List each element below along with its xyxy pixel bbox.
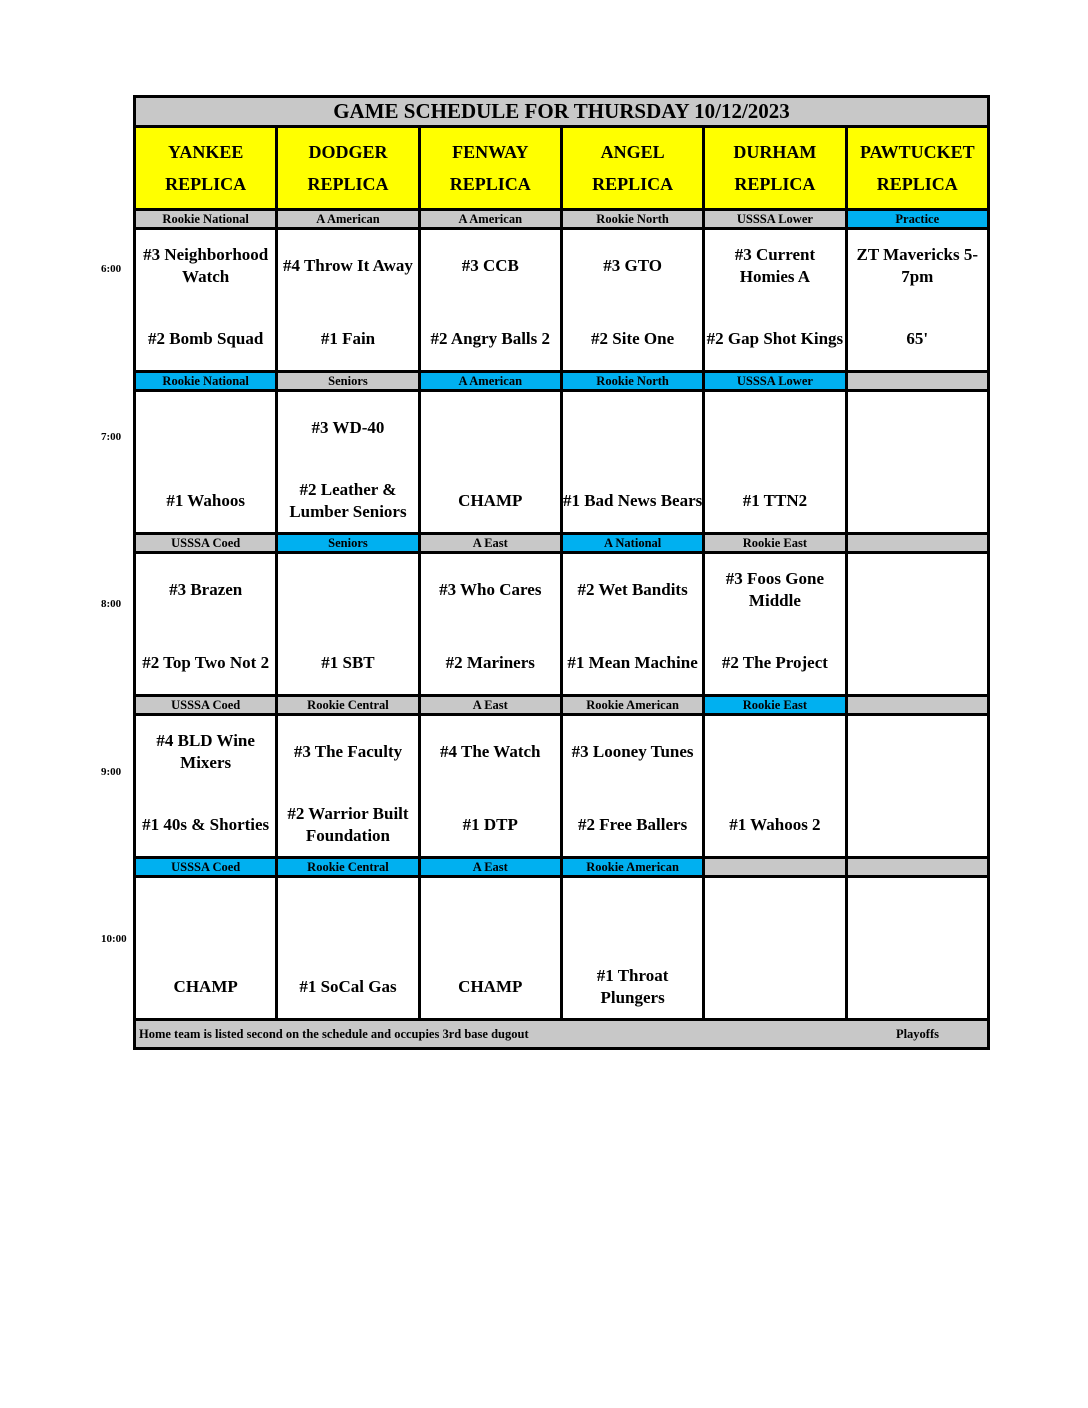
footer-note: Home team is listed second on the schedule and occupies 3rd base dugout bbox=[139, 1026, 529, 1041]
home-team: #1 Wahoos bbox=[166, 491, 245, 510]
away-team bbox=[278, 886, 417, 942]
away-team bbox=[848, 886, 987, 942]
game-cell bbox=[277, 877, 419, 1020]
home-team: #1 DTP bbox=[462, 815, 518, 834]
league-label: A East bbox=[419, 534, 561, 553]
field-header bbox=[135, 127, 277, 210]
game-cell bbox=[135, 715, 277, 858]
league-label: Rookie North bbox=[561, 210, 703, 229]
footer-cell bbox=[135, 1020, 989, 1049]
field-subtitle: REPLICA bbox=[876, 174, 958, 194]
game-cell bbox=[135, 391, 277, 534]
league-label: Practice bbox=[846, 210, 988, 229]
league-label bbox=[704, 858, 846, 877]
game-cell bbox=[277, 391, 419, 534]
away-team: #3 Neighborhood Watch bbox=[143, 245, 269, 286]
home-team bbox=[848, 797, 987, 853]
league-label: A American bbox=[277, 210, 419, 229]
league-label: USSSA Lower bbox=[704, 210, 846, 229]
league-label: USSSA Lower bbox=[704, 372, 846, 391]
game-cell bbox=[135, 553, 277, 696]
time-label: 6:00 bbox=[101, 263, 122, 275]
league-label: A American bbox=[419, 210, 561, 229]
home-team: #2 Top Two Not 2 bbox=[142, 653, 270, 672]
league-label bbox=[846, 372, 988, 391]
league-label: Rookie East bbox=[704, 696, 846, 715]
away-team: #3 Looney Tunes bbox=[571, 742, 694, 761]
league-row bbox=[135, 534, 989, 553]
league-label: Rookie National bbox=[135, 210, 277, 229]
home-team bbox=[705, 959, 844, 1015]
home-team: #1 40s & Shorties bbox=[142, 815, 270, 834]
home-team: #1 SoCal Gas bbox=[299, 977, 397, 996]
away-team bbox=[705, 886, 844, 942]
field-name: DODGER bbox=[308, 142, 388, 162]
game-cell bbox=[561, 553, 703, 696]
game-cell bbox=[277, 715, 419, 858]
game-cell bbox=[135, 877, 277, 1020]
game-cell bbox=[704, 715, 846, 858]
away-team: #3 GTO bbox=[603, 256, 662, 275]
page-title: GAME SCHEDULE FOR THURSDAY 10/12/2023 bbox=[135, 97, 989, 127]
away-team bbox=[848, 562, 987, 618]
away-team: ZT Mavericks 5-7pm bbox=[856, 245, 979, 286]
away-team bbox=[848, 400, 987, 456]
league-label: A East bbox=[419, 696, 561, 715]
away-team bbox=[421, 400, 560, 456]
home-team: #2 Mariners bbox=[445, 653, 535, 672]
away-team: #4 Throw It Away bbox=[283, 256, 413, 275]
league-label: A American bbox=[419, 372, 561, 391]
home-team: #2 Site One bbox=[591, 329, 675, 348]
league-label bbox=[846, 858, 988, 877]
league-label: Rookie East bbox=[704, 534, 846, 553]
away-team: #3 Brazen bbox=[169, 580, 243, 599]
league-label: Rookie American bbox=[561, 696, 703, 715]
field-subtitle: REPLICA bbox=[165, 174, 247, 194]
home-team: CHAMP bbox=[458, 491, 523, 510]
time-label: 8:00 bbox=[101, 598, 122, 610]
field-name: DURHAM bbox=[733, 142, 817, 162]
away-team bbox=[563, 400, 702, 456]
field-header-row bbox=[135, 127, 989, 210]
game-cell bbox=[846, 229, 988, 372]
game-cell bbox=[704, 229, 846, 372]
league-label: A East bbox=[419, 858, 561, 877]
home-team: #1 Bad News Bears bbox=[562, 491, 703, 510]
home-team bbox=[848, 635, 987, 691]
league-label bbox=[846, 696, 988, 715]
away-team bbox=[278, 562, 417, 618]
league-row bbox=[135, 696, 989, 715]
game-cell bbox=[419, 391, 561, 534]
game-cell bbox=[704, 391, 846, 534]
game-cell bbox=[846, 877, 988, 1020]
home-team: #2 The Project bbox=[721, 653, 828, 672]
game-cell bbox=[419, 229, 561, 372]
footer-row bbox=[135, 1020, 989, 1049]
home-team: #2 Angry Balls 2 bbox=[430, 329, 551, 348]
home-team bbox=[848, 959, 987, 1015]
game-cell bbox=[135, 229, 277, 372]
away-team: #4 The Watch bbox=[440, 742, 541, 761]
home-team: #1 Mean Machine bbox=[567, 653, 698, 672]
game-row bbox=[135, 391, 989, 534]
game-cell bbox=[846, 391, 988, 534]
game-row bbox=[135, 553, 989, 696]
league-label: USSSA Coed bbox=[135, 696, 277, 715]
league-label: Seniors bbox=[277, 534, 419, 553]
away-team: #3 Foos Gone Middle bbox=[725, 569, 825, 610]
home-team: #1 Fain bbox=[320, 329, 376, 348]
away-team: #3 CCB bbox=[461, 256, 519, 275]
away-team bbox=[848, 724, 987, 780]
home-team: 65' bbox=[906, 329, 929, 348]
field-header bbox=[704, 127, 846, 210]
home-team: #2 Leather & Lumber Seniors bbox=[289, 480, 407, 521]
game-cell bbox=[561, 391, 703, 534]
field-header bbox=[561, 127, 703, 210]
league-label: Rookie Central bbox=[277, 858, 419, 877]
field-subtitle: REPLICA bbox=[307, 174, 389, 194]
field-name: PAWTUCKET bbox=[859, 142, 975, 162]
home-team: #1 TTN2 bbox=[742, 491, 808, 510]
field-name: YANKEE bbox=[167, 142, 244, 162]
home-team: CHAMP bbox=[173, 977, 238, 996]
league-row bbox=[135, 210, 989, 229]
league-label: Rookie American bbox=[561, 858, 703, 877]
league-label: Rookie National bbox=[135, 372, 277, 391]
away-team bbox=[136, 886, 275, 942]
away-team: #3 Current Homies A bbox=[734, 245, 816, 286]
league-row bbox=[135, 372, 989, 391]
game-row bbox=[135, 229, 989, 372]
home-team: #2 Free Ballers bbox=[577, 815, 688, 834]
away-team bbox=[705, 724, 844, 780]
game-cell bbox=[704, 877, 846, 1020]
game-cell bbox=[704, 553, 846, 696]
time-label: 10:00 bbox=[101, 933, 127, 945]
home-team: #1 Wahoos 2 bbox=[729, 815, 821, 834]
game-row bbox=[135, 715, 989, 858]
league-label: USSSA Coed bbox=[135, 858, 277, 877]
away-team bbox=[421, 886, 560, 942]
field-subtitle: REPLICA bbox=[734, 174, 816, 194]
home-team bbox=[848, 473, 987, 529]
away-team: #2 Wet Bandits bbox=[577, 580, 688, 599]
game-cell bbox=[846, 715, 988, 858]
field-subtitle: REPLICA bbox=[449, 174, 531, 194]
away-team: #3 Who Cares bbox=[439, 580, 542, 599]
game-cell bbox=[419, 877, 561, 1020]
away-team bbox=[136, 400, 275, 456]
home-team: #2 Bomb Squad bbox=[148, 329, 264, 348]
home-team: #2 Warrior Built Foundation bbox=[287, 804, 409, 845]
away-team: #4 BLD Wine Mixers bbox=[156, 731, 255, 772]
field-header bbox=[277, 127, 419, 210]
game-cell bbox=[419, 715, 561, 858]
league-label: USSSA Coed bbox=[135, 534, 277, 553]
field-name: FENWAY bbox=[452, 142, 529, 162]
league-label: Seniors bbox=[277, 372, 419, 391]
league-label: Rookie North bbox=[561, 372, 703, 391]
away-team bbox=[705, 400, 844, 456]
home-team: CHAMP bbox=[458, 977, 523, 996]
game-cell bbox=[561, 229, 703, 372]
game-cell bbox=[419, 553, 561, 696]
game-cell bbox=[277, 553, 419, 696]
away-team: #3 WD-40 bbox=[311, 418, 385, 437]
field-subtitle: REPLICA bbox=[592, 174, 674, 194]
game-cell bbox=[561, 877, 703, 1020]
league-row bbox=[135, 858, 989, 877]
schedule-table bbox=[133, 95, 990, 1050]
game-row bbox=[135, 877, 989, 1020]
home-team: #1 SBT bbox=[321, 653, 375, 672]
game-cell bbox=[277, 229, 419, 372]
home-team: #2 Gap Shot Kings bbox=[706, 329, 844, 348]
home-team: #1 Throat Plungers bbox=[596, 966, 669, 1007]
field-header bbox=[846, 127, 988, 210]
time-label: 7:00 bbox=[101, 431, 122, 443]
league-label: Rookie Central bbox=[277, 696, 419, 715]
league-label: A National bbox=[561, 534, 703, 553]
league-label bbox=[846, 534, 988, 553]
field-header bbox=[419, 127, 561, 210]
footer-tag: Playoffs bbox=[895, 1026, 939, 1041]
time-label: 9:00 bbox=[101, 766, 122, 778]
away-team bbox=[563, 886, 702, 942]
game-cell bbox=[846, 553, 988, 696]
away-team: #3 The Faculty bbox=[293, 742, 403, 761]
game-cell bbox=[561, 715, 703, 858]
field-name: ANGEL bbox=[600, 142, 665, 162]
